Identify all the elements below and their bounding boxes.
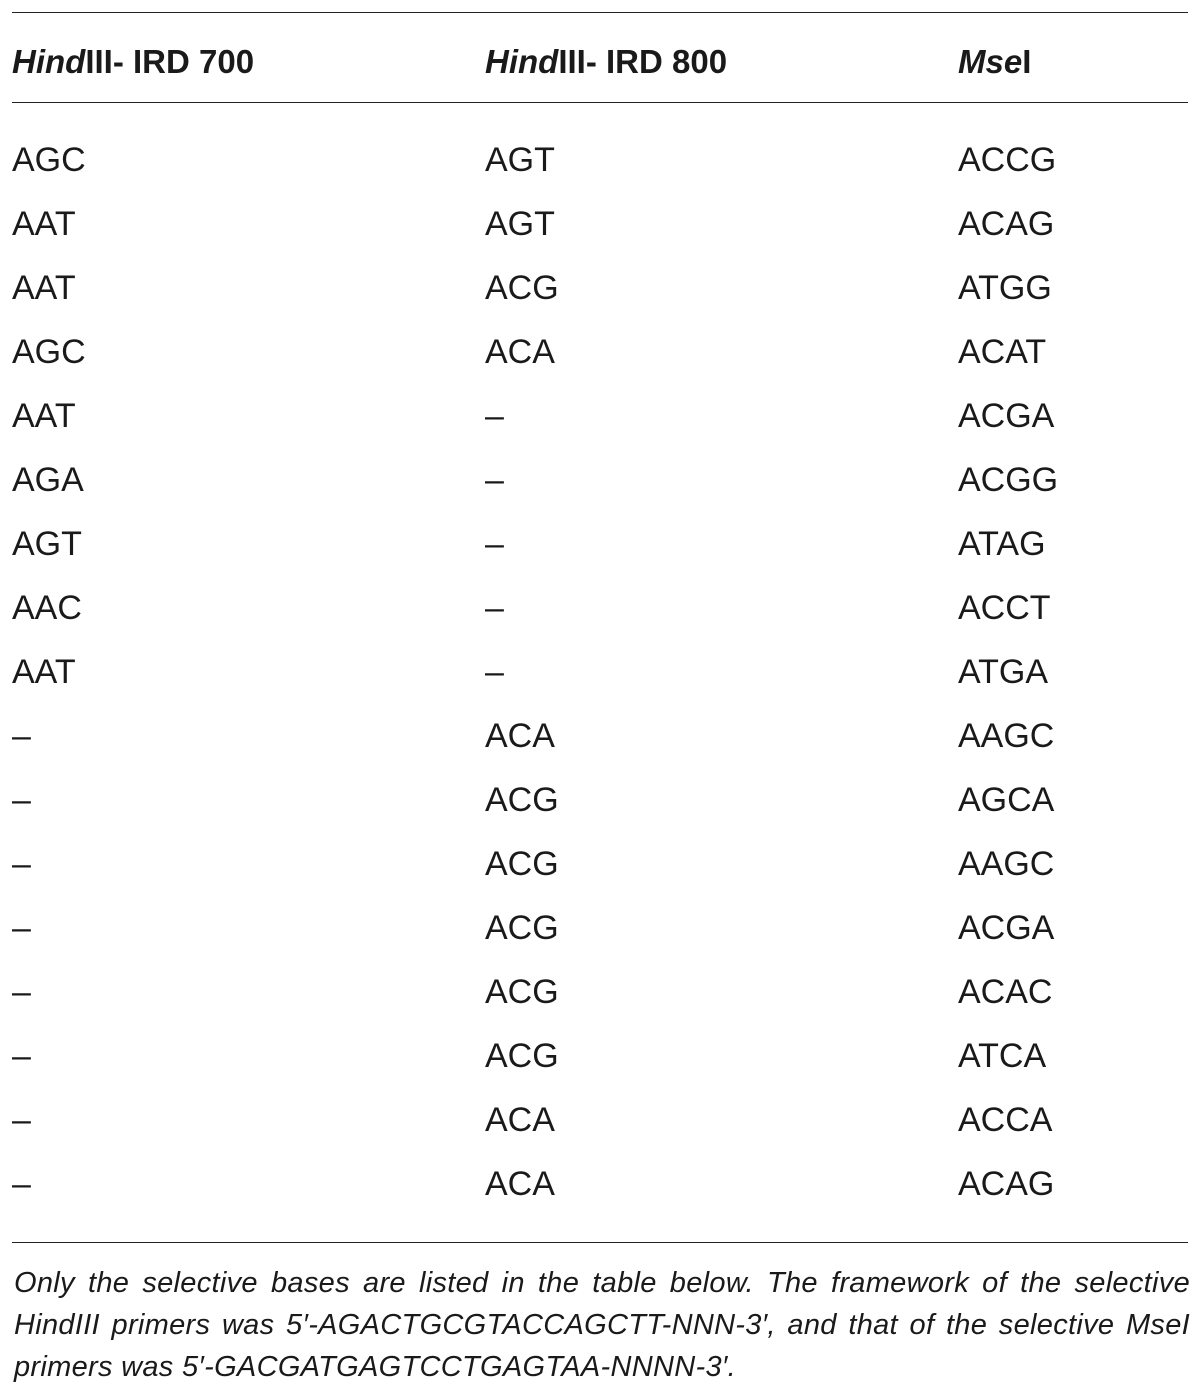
hindiii-ird800-cell: ACG: [485, 1037, 559, 1075]
hindiii-ird700-cell: –: [12, 1165, 31, 1203]
hindiii-ird800-cell: ACA: [485, 1101, 555, 1139]
table-row: [0, 512, 1200, 576]
msei-cell: AGCA: [958, 781, 1055, 819]
msei-cell: ACAT: [958, 333, 1047, 371]
hindiii-ird700-cell: –: [12, 845, 31, 883]
header-hindiii-ird800: HindIII- IRD 800: [485, 43, 728, 80]
header-hindiii-ird700: HindIII- IRD 700: [12, 43, 255, 80]
table-row: [0, 320, 1200, 384]
msei-cell: ACAG: [958, 205, 1055, 243]
msei-cell: ATGG: [958, 269, 1052, 307]
hindiii-ird700-cell: –: [12, 973, 31, 1011]
hindiii-ird700-cell: –: [12, 1101, 31, 1139]
msei-cell: AAGC: [958, 845, 1055, 883]
hindiii-ird800-cell: ACG: [485, 781, 559, 819]
hindiii-ird700-cell: AAT: [12, 397, 76, 435]
hindiii-ird800-cell: AGT: [485, 205, 555, 243]
msei-cell: ACCG: [958, 141, 1057, 179]
table-row: [0, 128, 1200, 192]
table-row: [0, 640, 1200, 704]
msei-cell: ATCA: [958, 1037, 1047, 1075]
table-row: [0, 896, 1200, 960]
hindiii-ird700-cell: AGT: [12, 525, 82, 563]
hindiii-ird800-cell: ACA: [485, 717, 555, 755]
msei-cell: ACGA: [958, 909, 1055, 947]
msei-cell: ACCT: [958, 589, 1051, 627]
msei-cell: ACGG: [958, 461, 1059, 499]
table-row: [0, 384, 1200, 448]
table-row: [0, 960, 1200, 1024]
hindiii-ird700-cell: –: [12, 1037, 31, 1075]
table-row: [0, 1152, 1200, 1216]
header-rule: [12, 102, 1188, 103]
table-row: [0, 704, 1200, 768]
table-header-row: [0, 38, 1200, 86]
hindiii-ird700-cell: AAT: [12, 205, 76, 243]
hindiii-ird800-cell: ACA: [485, 333, 555, 371]
msei-cell: ACAG: [958, 1165, 1055, 1203]
table-row: [0, 768, 1200, 832]
hindiii-ird700-cell: AAT: [12, 269, 76, 307]
hindiii-ird800-cell: –: [485, 525, 504, 563]
hindiii-ird800-cell: AGT: [485, 141, 555, 179]
hindiii-ird800-cell: –: [485, 461, 504, 499]
table-row: [0, 832, 1200, 896]
msei-cell: ACGA: [958, 397, 1055, 435]
hindiii-ird800-cell: ACG: [485, 973, 559, 1011]
hindiii-ird700-cell: AAT: [12, 653, 76, 691]
msei-cell: ACAC: [958, 973, 1053, 1011]
hindiii-ird700-cell: AGA: [12, 461, 84, 499]
bottom-rule: [12, 1242, 1188, 1243]
msei-cell: AAGC: [958, 717, 1055, 755]
hindiii-ird800-cell: –: [485, 589, 504, 627]
msei-cell: ACCA: [958, 1101, 1053, 1139]
hindiii-ird700-cell: –: [12, 717, 31, 755]
hindiii-ird700-cell: –: [12, 909, 31, 947]
table-row: [0, 1088, 1200, 1152]
hindiii-ird700-cell: –: [12, 781, 31, 819]
table-row: [0, 1024, 1200, 1088]
header-msei: MseI: [958, 43, 1032, 80]
hindiii-ird800-cell: –: [485, 397, 504, 435]
hindiii-ird700-cell: AAC: [12, 589, 82, 627]
hindiii-ird700-cell: AGC: [12, 141, 86, 179]
hindiii-ird800-cell: ACA: [485, 1165, 555, 1203]
table-row: [0, 448, 1200, 512]
hindiii-ird700-cell: AGC: [12, 333, 86, 371]
hindiii-ird800-cell: ACG: [485, 845, 559, 883]
table-row: [0, 576, 1200, 640]
table-row: [0, 192, 1200, 256]
table-body: [0, 128, 1200, 1216]
hindiii-ird800-cell: ACG: [485, 269, 559, 307]
msei-cell: ATGA: [958, 653, 1049, 691]
hindiii-ird800-cell: –: [485, 653, 504, 691]
msei-cell: ATAG: [958, 525, 1046, 563]
table-row: [0, 256, 1200, 320]
top-rule: [12, 12, 1188, 13]
hindiii-ird800-cell: ACG: [485, 909, 559, 947]
table-footnote: Only the selective bases are listed in the table below. The framework of the selective HindIII primers was 5′-AGACTGCGTACCAGCTT-NNN-3′, and that of the selective MseI primers was 5′-GACGATGAGTCCTGAGTAA-NNNN-3′.: [14, 1267, 1190, 1383]
